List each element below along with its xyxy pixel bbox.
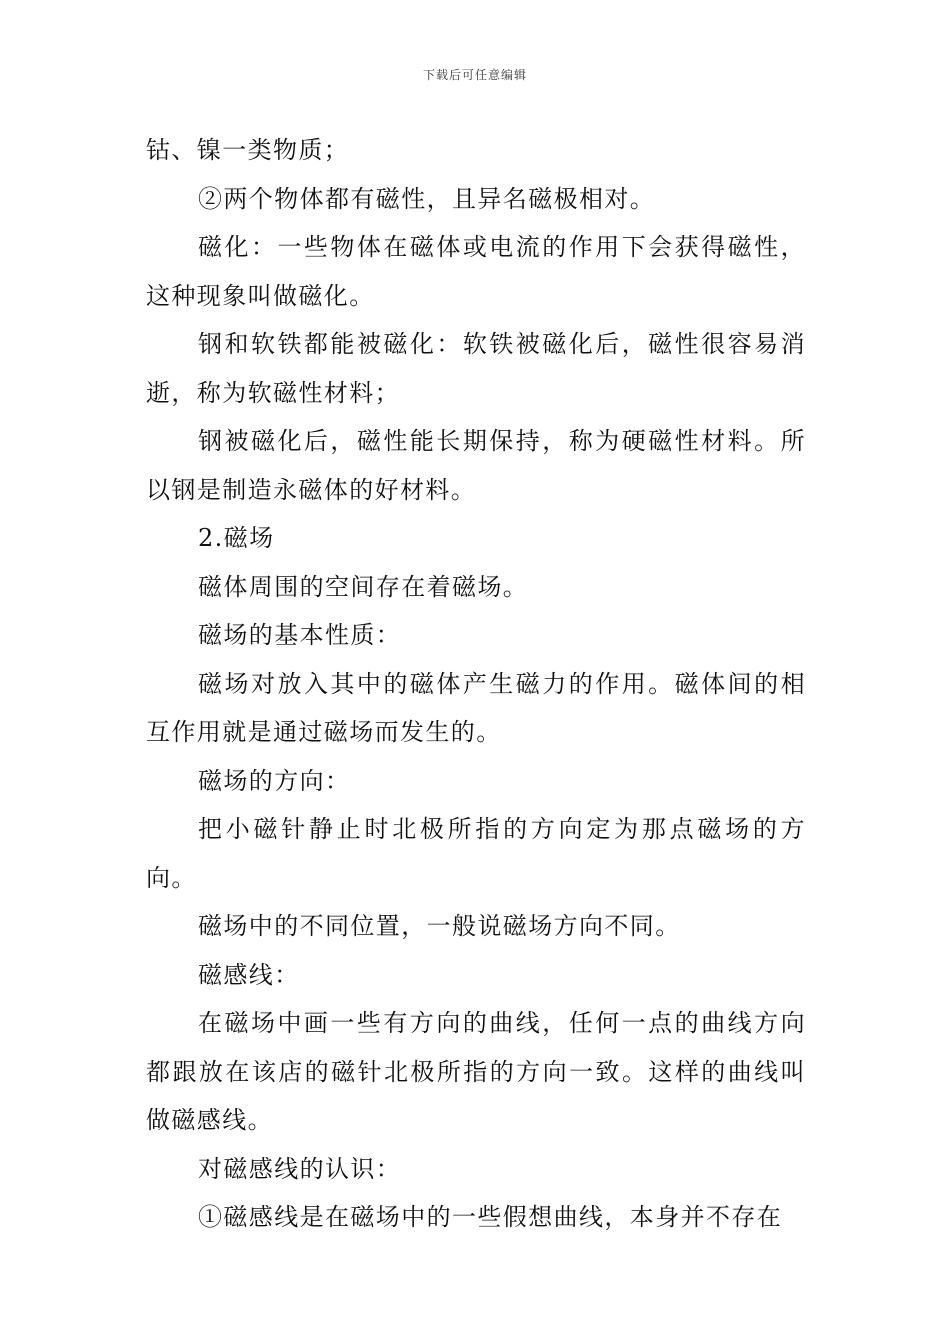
paragraph-15: 对磁感线的认识： [198,1154,402,1183]
section-heading-magnetic-field: 2.磁场 [198,524,275,552]
paragraph-3: 磁化：一些物体在磁体或电流的作用下会获得磁性，这种现象叫做磁化。 [146,233,806,310]
paragraph-2: ②两个物体都有磁性，且异名磁极相对。 [198,184,656,213]
page-header: 下载后可任意编辑 [422,68,527,82]
paragraph-1: 钴、镍一类物质； [146,136,350,164]
paragraph-7: 磁体周围的空间存在着磁场。 [198,572,529,601]
paragraph-8: 磁场的基本性质： [198,621,402,649]
document-body [146,126,806,1242]
paragraph-5: 钢被磁化后，磁性能长期保持，称为硬磁性材料。所以钢是制造永磁体的好材料。 [146,427,806,504]
paragraph-11: 把小磁针静止时北极所指的方向定为那点磁场的方向。 [146,815,806,892]
paragraph-14: 在磁场中画一些有方向的曲线，任何一点的曲线方向都跟放在该店的磁针北极所指的方向一致。这样的曲线叫做磁感线。 [146,1009,806,1134]
paragraph-10: 磁场的方向： [198,766,351,795]
paragraph-13: 磁感线： [198,960,300,989]
paragraph-16: ①磁感线是在磁场中的一些假想曲线，本身并不存在 [198,1203,783,1231]
paragraph-4: 钢和软铁都能被磁化：软铁被磁化后，磁性很容易消逝，称为软磁性材料； [146,330,806,407]
paragraph-9: 磁场对放入其中的磁体产生磁力的作用。磁体间的相互作用就是通过磁场而发生的。 [146,669,806,746]
paragraph-12: 磁场中的不同位置，一般说磁场方向不同。 [198,912,681,940]
